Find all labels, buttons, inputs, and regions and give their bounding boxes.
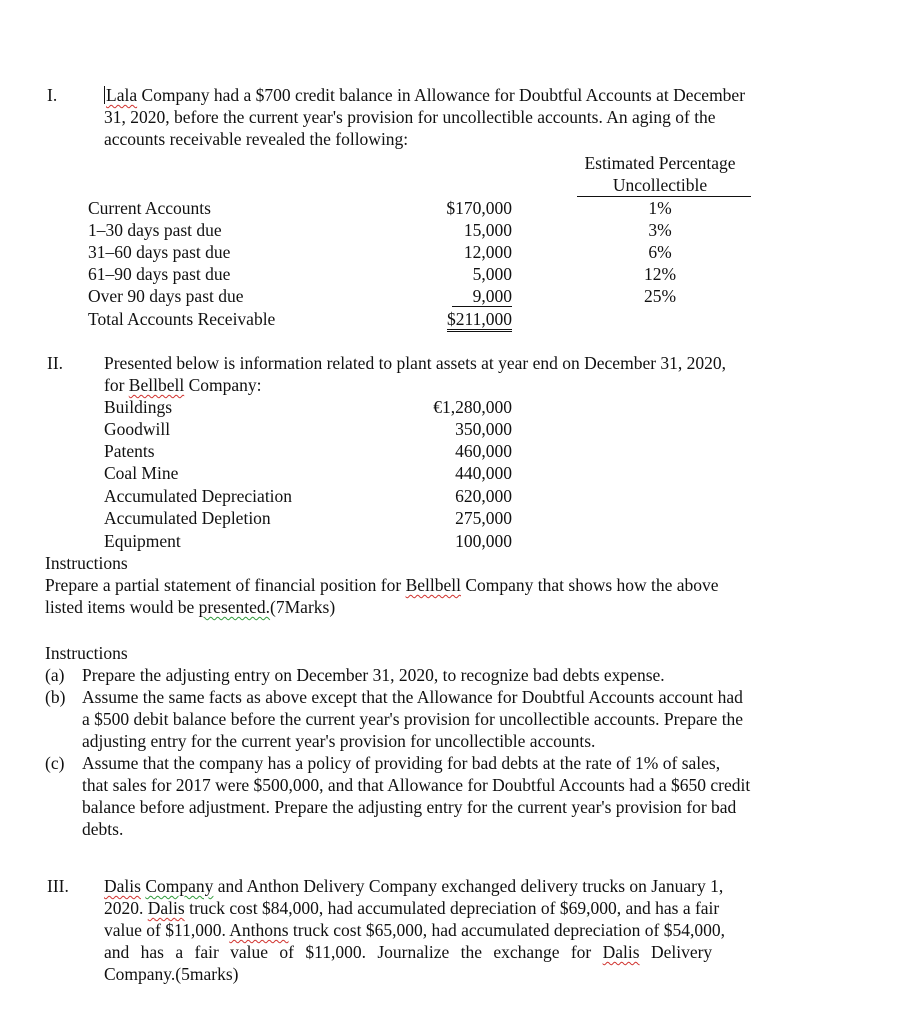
asset-amount: 460,000	[455, 441, 512, 461]
asset-amount: 620,000	[455, 486, 512, 506]
company-name-lala: Lala	[106, 85, 138, 105]
item-line: Prepare the adjusting entry on December 31, 2020, to recognize bad debts expense.	[82, 665, 665, 685]
section-3-numeral: III.	[47, 876, 69, 896]
aging-amount: 15,000	[463, 220, 512, 240]
section-2-numeral: II.	[47, 353, 64, 373]
aging-percent: 25%	[643, 286, 677, 306]
item-line: Assume the same facts as above except that the Allowance for Doubtful Accounts account had	[82, 687, 743, 707]
company-name-bellbell: Bellbell	[128, 375, 185, 395]
grammar-flagged-word: presented.	[198, 597, 271, 617]
company-name-anthons: Anthons	[229, 920, 289, 940]
section-1-intro-line-2: 31, 2020, before the current year's provision for uncollectible accounts. An aging of the	[104, 107, 716, 127]
section-3-line-2: 2020. Dalis truck cost $84,000, had accumulated depreciation of $69,000, and has a fair	[104, 898, 720, 918]
asset-label: Accumulated Depreciation	[104, 486, 293, 506]
asset-label: Goodwill	[104, 419, 171, 439]
item-line: balance before adjustment. Prepare the adjusting entry for the current year's provision for bad	[82, 797, 737, 817]
aging-label: 1–30 days past due	[88, 220, 222, 240]
asset-amount: 350,000	[455, 419, 512, 439]
item-marker: (a)	[45, 665, 65, 685]
section-2-instructions-line-1: Prepare a partial statement of financial position for Bellbell Company that shows how the above	[45, 575, 719, 595]
company-name-dalis: Dalis	[104, 876, 141, 896]
total-amount: $211,000	[447, 309, 512, 332]
aging-amount: 12,000	[463, 242, 512, 262]
section-1-numeral: I.	[47, 85, 58, 105]
asset-label: Accumulated Depletion	[104, 508, 271, 528]
aging-amount: 9,000	[472, 286, 512, 306]
item-marker: (b)	[45, 687, 66, 707]
item-line: adjusting entry for the current year's provision for uncollectible accounts.	[82, 731, 596, 751]
section-2-intro-line-2: for Bellbell Company:	[104, 375, 262, 395]
section-3-line-1: Dalis Company and Anthon Delivery Company exchanged delivery trucks on January 1,	[104, 876, 724, 896]
company-name-dalis: Dalis	[602, 942, 640, 962]
section-3-line-3: value of $11,000. Anthons truck cost $65,000, had accumulated depreciation of $54,000,	[104, 920, 725, 940]
section-1-intro-line-1: Lala Company had a $700 credit balance in Allowance for Doubtful Accounts at December	[106, 85, 746, 105]
total-amount-cell	[400, 308, 512, 330]
asset-amount: 275,000	[455, 508, 512, 528]
aging-amount: $170,000	[446, 198, 512, 218]
text-cursor	[104, 86, 105, 104]
subtotal-rule	[452, 306, 512, 307]
item-line: a $500 debit balance before the current year's provision for uncollectible accounts. Prepare the	[82, 709, 744, 729]
asset-label: Equipment	[104, 531, 181, 551]
item-line: that sales for 2017 were $500,000, and that Allowance for Doubtful Accounts had a $650 credit	[82, 775, 751, 795]
aging-label: 31–60 days past due	[88, 242, 231, 262]
aging-percent: 6%	[648, 242, 672, 262]
section-3-line-5: Company.(5marks)	[104, 964, 239, 984]
asset-label: Coal Mine	[104, 463, 179, 483]
aging-label: 61–90 days past due	[88, 264, 231, 284]
percent-header-line-1: Estimated Percentage	[584, 153, 736, 173]
asset-amount: 100,000	[455, 531, 512, 551]
aging-percent: 1%	[648, 198, 672, 218]
aging-percent: 12%	[643, 264, 677, 284]
section-3-line-4: and has a fair value of $11,000. Journalize the exchange for Dalis Delivery	[104, 942, 713, 962]
asset-label: Patents	[104, 441, 155, 461]
company-name-bellbell: Bellbell	[405, 575, 461, 595]
instructions-heading: Instructions	[45, 643, 128, 663]
aging-amount: 5,000	[472, 264, 512, 284]
aging-label: Over 90 days past due	[88, 286, 244, 306]
item-line: Assume that the company has a policy of providing for bad debts at the rate of 1% of sales,	[82, 753, 721, 773]
aging-percent: 3%	[648, 220, 672, 240]
section-2-instructions-heading: Instructions	[45, 553, 128, 573]
asset-amount: 440,000	[455, 463, 512, 483]
asset-label: Buildings	[104, 397, 173, 417]
item-line: debts.	[82, 819, 124, 839]
percent-header-line-2: Uncollectible	[612, 175, 708, 195]
asset-amount: €1,280,000	[433, 397, 512, 417]
company-name-dalis: Dalis	[147, 898, 185, 918]
item-marker: (c)	[45, 753, 65, 773]
section-2-intro-line-1: Presented below is information related to plant assets at year end on December 31, 2020,	[104, 353, 727, 373]
section-2-instructions-line-2: listed items would be presented.(7Marks)	[45, 597, 336, 617]
total-label: Total Accounts Receivable	[88, 309, 276, 329]
aging-label: Current Accounts	[88, 198, 211, 218]
grammar-flagged-word: Company	[145, 876, 214, 896]
section-1-intro-line-3: accounts receivable revealed the following:	[104, 129, 409, 149]
